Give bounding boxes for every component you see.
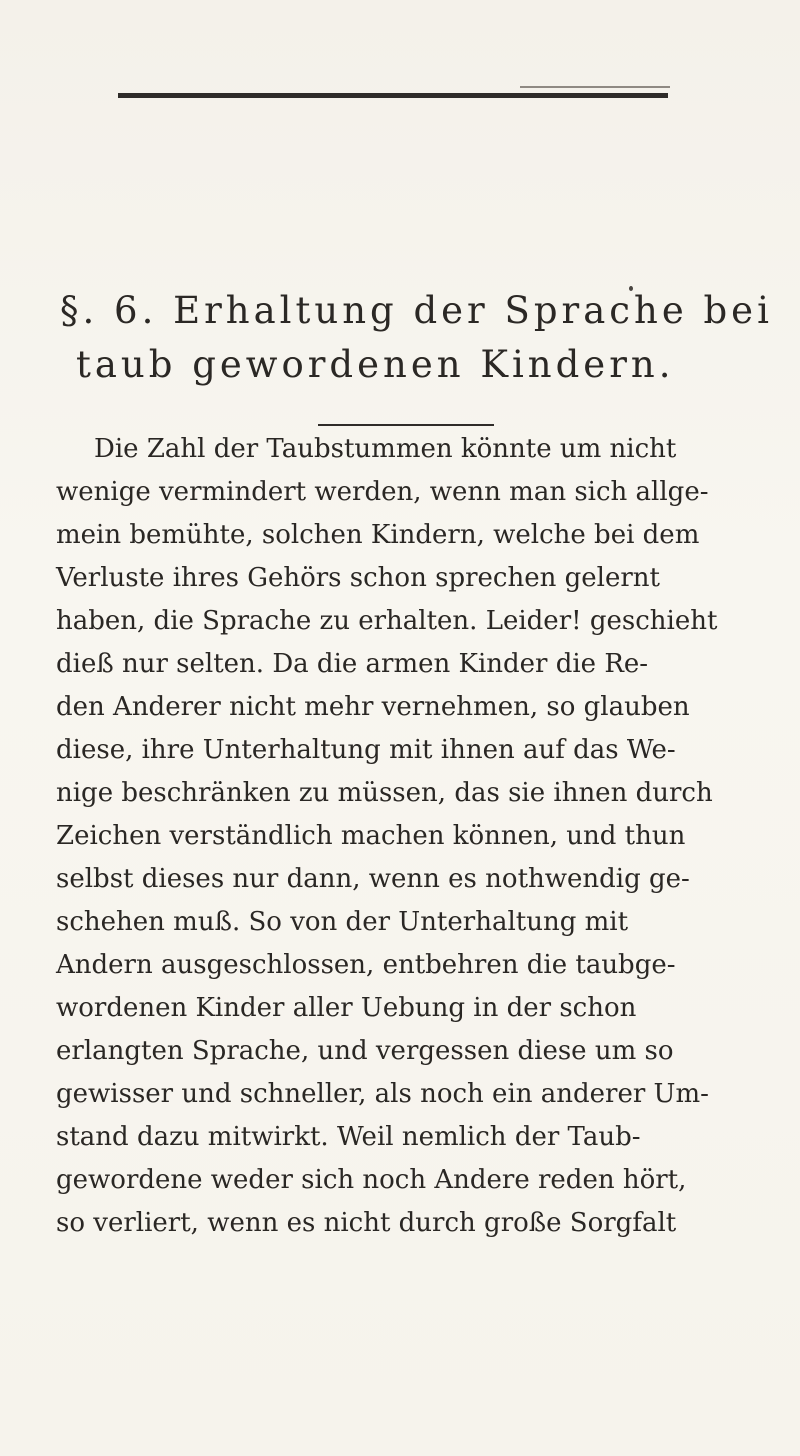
text-line: den Anderer nicht mehr vernehmen, so glauben <box>56 692 690 722</box>
heading-line-1: §. 6. Erhaltung der Sprache bei <box>60 289 773 332</box>
heading-line-2: taub gewordenen Kindern. <box>76 343 675 386</box>
top-rule <box>118 93 668 98</box>
heading-rule <box>318 424 494 426</box>
section-heading <box>60 284 773 392</box>
text-line: nige beschränken zu müssen, das sie ihnen durch <box>56 778 713 808</box>
text-line: Andern ausgeschlossen, entbehren die taubge- <box>56 950 676 980</box>
text-line: wordenen Kinder aller Uebung in der schon <box>56 993 637 1023</box>
text-line: Die Zahl der Taubstummen könnte um nicht <box>94 434 677 464</box>
text-line: Zeichen verständlich machen können, und thun <box>56 821 686 851</box>
text-line: schehen muß. So von der Unterhaltung mit <box>56 907 629 937</box>
text-line: mein bemühte, solchen Kindern, welche bei dem <box>56 520 700 550</box>
top-rule-faint <box>520 86 670 88</box>
text-line: dieß nur selten. Da die armen Kinder die Re- <box>56 649 649 679</box>
text-line: diese, ihre Unterhaltung mit ihnen auf das We- <box>56 735 676 765</box>
text-line: gewordene weder sich noch Andere reden hört, <box>56 1165 687 1195</box>
text-line: Verluste ihres Gehörs schon sprechen gelernt <box>56 563 660 593</box>
text-line: so verliert, wenn es nicht durch große Sorgfalt <box>56 1208 677 1238</box>
text-line: erlangten Sprache, und vergessen diese um so <box>56 1036 674 1066</box>
text-line: haben, die Sprache zu erhalten. Leider! geschieht <box>56 606 718 636</box>
body-text <box>56 428 756 1245</box>
text-line: selbst dieses nur dann, wenn es nothwendig ge- <box>56 864 690 894</box>
text-line: stand dazu mitwirkt. Weil nemlich der Taub- <box>56 1122 641 1152</box>
text-line: gewisser und schneller, als noch ein anderer Um- <box>56 1079 709 1109</box>
text-line: wenige vermindert werden, wenn man sich allge- <box>56 477 709 507</box>
